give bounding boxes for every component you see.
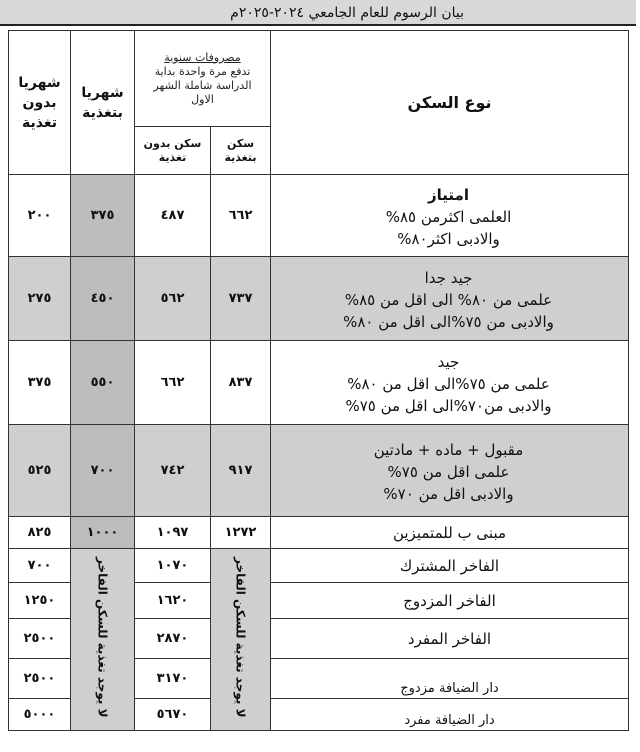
category-title: مقبول + ماده + مادتين — [373, 440, 524, 459]
cell-annual-with-food: ٩١٧ — [211, 425, 271, 517]
fees-table — [8, 30, 629, 731]
category-title: امتياز — [428, 185, 469, 204]
cell-monthly-without-food: ٢٧٥ — [9, 257, 71, 341]
category-line: والادبى اقل من ٧٠% — [383, 484, 514, 503]
luxury-label: الفاخر المفرد — [271, 619, 629, 659]
luxury-label: دار الضيافة مزدوج — [271, 659, 629, 699]
category-line: علمى من ٨٠% الى اقل من ٨٥% — [344, 290, 553, 309]
cell-monthly-without-food: ٢٥٠٠ — [9, 619, 71, 659]
cell-annual-without-food: ١٠٧٠ — [135, 549, 211, 583]
category-line: علمى اقل من ٧٥% — [387, 462, 510, 481]
special-label: مبنى ب للمتميزين — [271, 517, 629, 549]
page-title — [0, 0, 636, 26]
header-text: شهريا — [81, 84, 124, 101]
cell-monthly-with-food: ٤٥٠ — [71, 257, 135, 341]
category-line: والادبى من ٧٥%الى اقل من ٨٠% — [343, 312, 554, 331]
header-annual-fees — [135, 31, 271, 127]
header-text: بتغذية — [82, 104, 123, 121]
page-title-text: بيان الرسوم للعام الجامعي ٢٠٢٤-٢٠٢٥م — [230, 5, 464, 21]
header-annual-desc: الاول — [191, 92, 214, 106]
header-text: سكن بدون — [143, 136, 202, 150]
luxury-label: دار الضيافة مفرد — [271, 699, 629, 731]
category-cell — [271, 341, 629, 425]
no-food-note-annual — [211, 549, 271, 731]
cell-monthly-without-food: ٨٢٥ — [9, 517, 71, 549]
table-row — [9, 257, 629, 341]
header-annual-title: مصروفات سنوية — [164, 50, 241, 64]
header-annual-desc: الدراسة شاملة الشهر — [153, 78, 252, 92]
header-text: تغذية — [22, 114, 57, 131]
cell-annual-without-food: ١٦٢٠ — [135, 583, 211, 619]
cell-monthly-without-food: ١٢٥٠ — [9, 583, 71, 619]
cell-annual-without-food: ٢٨٧٠ — [135, 619, 211, 659]
category-line: العلمى اكثرمن ٨٥% — [385, 207, 512, 226]
header-text: سكن — [226, 136, 255, 150]
cell-monthly-with-food: ٧٠٠ — [71, 425, 135, 517]
category-line: والادبى اكثر٨٠% — [397, 229, 500, 248]
cell-monthly-with-food: ١٠٠٠ — [71, 517, 135, 549]
no-food-note-monthly — [71, 549, 135, 731]
table-row — [9, 341, 629, 425]
category-line: علمى من ٧٥%الى اقل من ٨٠% — [347, 374, 550, 393]
cell-monthly-with-food: ٥٥٠ — [71, 341, 135, 425]
header-text: بتغذية — [224, 150, 257, 164]
cell-monthly-without-food: ٥٢٥ — [9, 425, 71, 517]
cell-annual-without-food: ٧٤٢ — [135, 425, 211, 517]
header-annual-desc: تدفع مرة واحدة بداية — [154, 64, 251, 78]
cell-annual-without-food: ٦٦٢ — [135, 341, 211, 425]
cell-annual-with-food: ٧٣٧ — [211, 257, 271, 341]
table-row-luxury — [9, 549, 629, 583]
category-title: جيد — [437, 352, 460, 371]
header-monthly-with-food — [71, 31, 135, 175]
category-title: جيد جدا — [424, 268, 473, 287]
cell-monthly-without-food: ٥٠٠٠ — [9, 699, 71, 731]
no-food-note-text: لا يوجد تغذية للسكن الفاخر — [95, 557, 110, 718]
header-row — [9, 31, 629, 127]
table-row-special — [9, 517, 629, 549]
cell-monthly-without-food: ٧٠٠ — [9, 549, 71, 583]
header-text: شهريا — [18, 74, 61, 91]
header-annual-without-food — [135, 127, 211, 175]
luxury-label: الفاخر المزدوج — [271, 583, 629, 619]
no-food-note-text: لا يوجد تغذية للسكن الفاخر — [233, 557, 248, 718]
category-cell — [271, 175, 629, 257]
cell-monthly-without-food: ٣٧٥ — [9, 341, 71, 425]
header-monthly-without-food — [9, 31, 71, 175]
cell-annual-with-food: ٦٦٢ — [211, 175, 271, 257]
cell-annual-without-food: ٥٦٧٠ — [135, 699, 211, 731]
cell-monthly-with-food: ٣٧٥ — [71, 175, 135, 257]
cell-annual-with-food: ١٢٧٢ — [211, 517, 271, 549]
cell-annual-without-food: ٤٨٧ — [135, 175, 211, 257]
header-text: تغذية — [158, 150, 187, 164]
header-housing-type: نوع السكن — [271, 31, 629, 175]
header-annual-with-food — [211, 127, 271, 175]
cell-monthly-without-food: ٢٠٠ — [9, 175, 71, 257]
cell-annual-without-food: ١٠٩٧ — [135, 517, 211, 549]
category-cell — [271, 425, 629, 517]
table-row — [9, 425, 629, 517]
table-row — [9, 175, 629, 257]
header-text: بدون — [22, 94, 57, 111]
category-cell — [271, 257, 629, 341]
category-line: والادبى من٧٠%الى اقل من ٧٥% — [345, 396, 552, 415]
cell-annual-without-food: ٥٦٢ — [135, 257, 211, 341]
cell-annual-with-food: ٨٣٧ — [211, 341, 271, 425]
luxury-label: الفاخر المشترك — [271, 549, 629, 583]
cell-annual-without-food: ٣١٧٠ — [135, 659, 211, 699]
cell-monthly-without-food: ٢٥٠٠ — [9, 659, 71, 699]
